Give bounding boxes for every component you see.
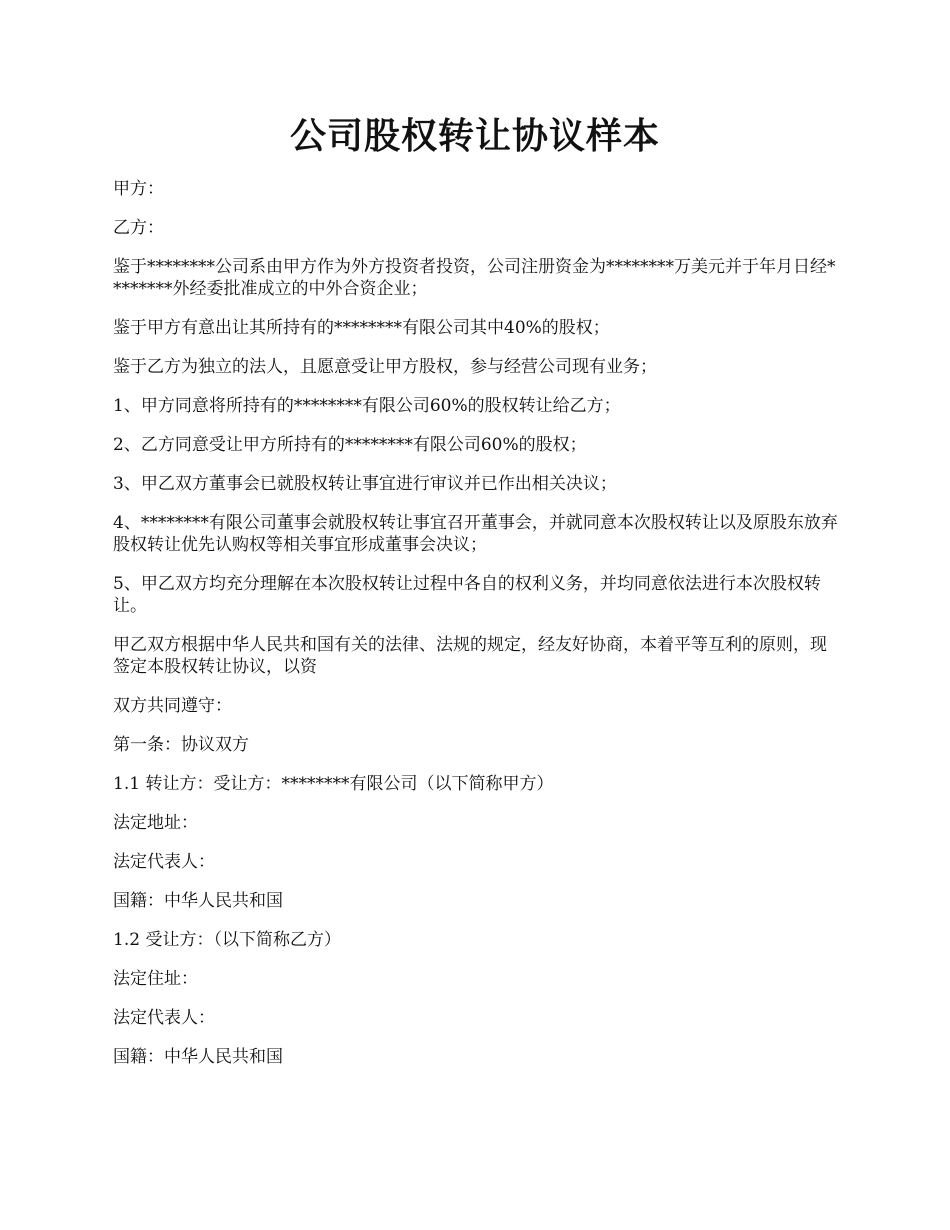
recital-paragraph: 鉴于********公司系由甲方作为外方投资者投资，公司注册资金为********万美元并于年月日经********外经委批准成立的中外合资企业； [113,257,836,299]
party-a-line: 甲方： [113,179,164,199]
recital-paragraph: 鉴于乙方为独立的法人，且愿意受让甲方股权，参与经营公司现有业务； [113,357,657,377]
document-title: 公司股权转让协议样本 [289,115,660,157]
article-heading: 第一条：协议双方 [113,735,249,755]
field-line: 法定地址： [113,813,198,833]
preamble-paragraph: 甲乙双方根据中华人民共和国有关的法律、法规的规定，经友好协商，本着平等互利的原则，现签定本股权转让协议，以资 [113,635,827,677]
preamble-paragraph: 双方共同遵守： [113,696,232,716]
numbered-clause: 4、********有限公司董事会就股权转让事宜召开董事会，并就同意本次股权转让以及原股东放弃股权转让优先认购权等相关事宜形成董事会决议； [113,513,838,555]
section-line: 1.2 受让方：（以下简称乙方） [113,930,341,950]
party-b-line: 乙方： [113,218,164,238]
field-line: 国籍：中华人民共和国 [113,1047,283,1067]
field-line: 国籍：中华人民共和国 [113,891,283,911]
recital-paragraph: 鉴于甲方有意出让其所持有的********有限公司其中40%的股权； [113,318,610,338]
numbered-clause: 1、甲方同意将所持有的********有限公司60%的股权转让给乙方； [113,396,621,416]
field-line: 法定代表人： [113,852,215,872]
document-body [113,178,843,1085]
field-line: 法定代表人： [113,1008,215,1028]
field-line: 法定住址： [113,969,198,989]
section-line: 1.1 转让方：受让方：********有限公司（以下简称甲方） [113,774,554,794]
numbered-clause: 5、甲乙双方均充分理解在本次股权转让过程中各自的权利义务，并均同意依法进行本次股权转让。 [113,574,821,616]
numbered-clause: 2、乙方同意受让甲方所持有的********有限公司60%的股权； [113,435,587,455]
numbered-clause: 3、甲乙双方董事会已就股权转让事宜进行审议并已作出相关决议； [113,474,617,494]
